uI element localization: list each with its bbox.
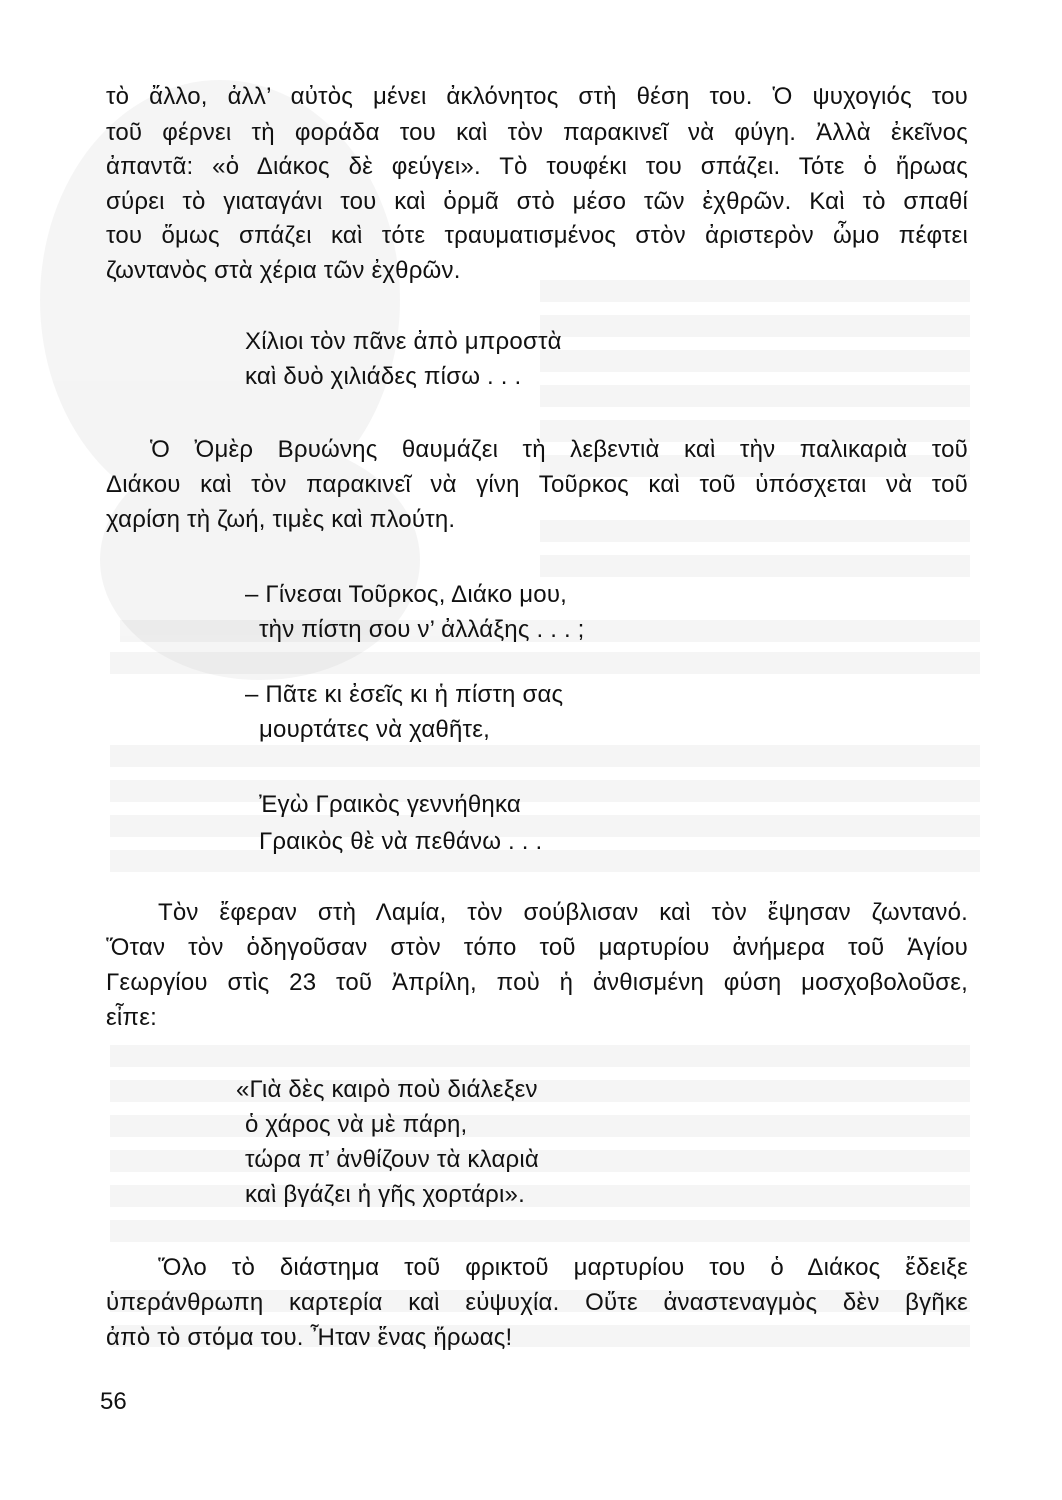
verse-3-line-1: – Πᾶτε κι ἐσεῖς κι ἡ πίστη σας bbox=[245, 681, 564, 708]
paragraph-2-line-1: Ὁ Ὀμὲρ Βρυώνης θαυμάζει τὴ λεβεντιὰ καὶ τὴν παλικαριὰ τοῦ bbox=[150, 436, 968, 463]
paragraph-1-line-5: του ὅμως σπάζει καὶ τότε τραυματισμένος στὸν ἀριστερὸν ὦμο πέφτει bbox=[106, 222, 968, 249]
paragraph-4-line-1: Ὅλο τὸ διάστημα τοῦ φρικτοῦ μαρτυρίου του ὁ Διάκος ἔδειξε bbox=[158, 1254, 968, 1281]
verse-1-line-2: καὶ δυὸ χιλιάδες πίσω . . . bbox=[245, 363, 522, 390]
verse-1-line-1: Χίλιοι τὸν πᾶνε ἀπὸ μπροστὰ bbox=[245, 328, 562, 355]
verse-4-line-2: Γραικὸς θὲ νὰ πεθάνω . . . bbox=[259, 828, 543, 855]
page-number: 56 bbox=[100, 1388, 127, 1415]
paragraph-2-line-2: Διάκου καὶ τὸν παρακινεῖ νὰ γίνη Τοῦρκος καὶ τοῦ ὑπόσχεται νὰ τοῦ bbox=[106, 471, 968, 498]
paragraph-4-line-3: ἀπὸ τὸ στόμα του. Ἦταν ἕνας ἥρωας! bbox=[106, 1324, 513, 1351]
paragraph-1-line-4: σύρει τὸ γιαταγάνι του καὶ ὁρμᾶ στὸ μέσο τῶν ἐχθρῶν. Καὶ τὸ σπαθί bbox=[106, 188, 968, 215]
verse-3-line-2: μουρτάτες νὰ χαθῆτε, bbox=[259, 716, 490, 743]
paragraph-1-line-3: ἀπαντᾶ: «ὁ Διάκος δὲ φεύγει». Τὸ τουφέκι του σπάζει. Τότε ὁ ἥρωας bbox=[106, 153, 968, 180]
verse-2-line-1: – Γίνεσαι Τοῦρκος, Διάκο μου, bbox=[245, 581, 568, 608]
paragraph-2-line-3: χαρίση τὴ ζωή, τιμὲς καὶ πλούτη. bbox=[106, 506, 456, 533]
paragraph-3-line-1: Τὸν ἔφεραν στὴ Λαμία, τὸν σούβλισαν καὶ τὸν ἔψησαν ζωντανό. bbox=[158, 899, 968, 926]
paragraph-1-line-1: τὸ ἄλλο, ἀλλ’ αὐτὸς μένει ἀκλόνητος στὴ θέση του. Ὁ ψυχογιός του bbox=[106, 83, 968, 110]
verse-5-line-3: τώρα π’ ἀνθίζουν τὰ κλαριὰ bbox=[245, 1146, 540, 1173]
paragraph-1-line-2: τοῦ φέρνει τὴ φοράδα του καὶ τὸν παρακινεῖ νὰ φύγη. Ἀλλὰ ἐκεῖνος bbox=[106, 119, 968, 146]
paragraph-3-line-2: Ὅταν τὸν ὁδηγοῦσαν στὸν τόπο τοῦ μαρτυρίου ἀνήμερα τοῦ Ἁγίου bbox=[106, 934, 968, 961]
paragraph-3-line-4: εἶπε: bbox=[106, 1004, 157, 1031]
paragraph-3-line-3: Γεωργίου στὶς 23 τοῦ Ἀπρίλη, ποὺ ἡ ἀνθισμένη φύση μοσχοβολοῦσε, bbox=[106, 969, 968, 996]
paragraph-1-line-6: ζωντανὸς στὰ χέρια τῶν ἐχθρῶν. bbox=[106, 257, 461, 284]
verse-4-line-1: Ἐγὼ Γραικὸς γεννήθηκα bbox=[259, 791, 521, 818]
verse-2-line-2: τὴν πίστη σου ν’ ἀλλάξης . . . ; bbox=[259, 616, 585, 643]
paragraph-4-line-2: ὑπεράνθρωπη καρτερία καὶ εὐψυχία. Οὔτε ἀναστεναγμὸς δὲν βγῆκε bbox=[106, 1289, 968, 1316]
verse-5-line-1: «Γιὰ δὲς καιρὸ ποὺ διάλεξεν bbox=[236, 1076, 538, 1103]
verse-5-line-4: καὶ βγάζει ἡ γῆς χορτάρι». bbox=[245, 1181, 525, 1208]
verse-5-line-2: ὁ χάρος νὰ μὲ πάρη, bbox=[245, 1111, 468, 1138]
